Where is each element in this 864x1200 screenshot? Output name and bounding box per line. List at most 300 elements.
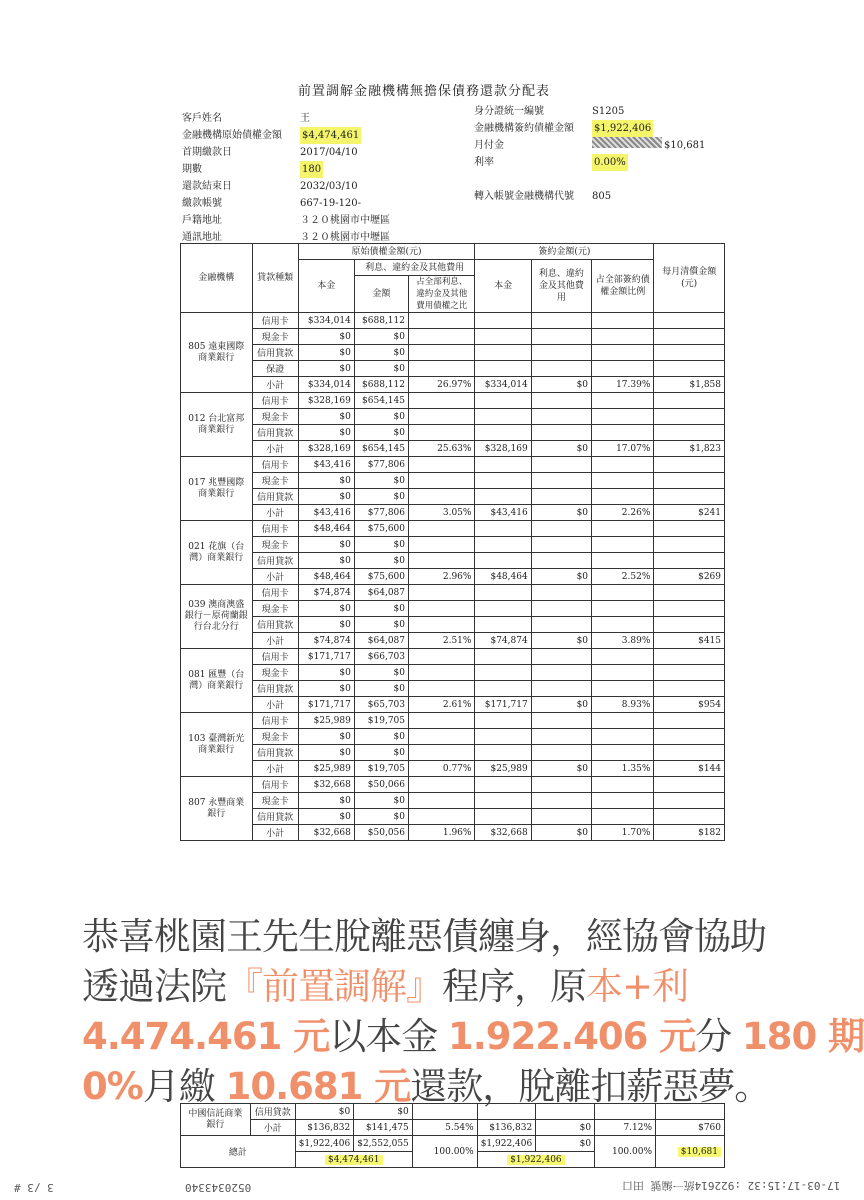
- banner-amount: 0%: [82, 1065, 143, 1108]
- loan-type: 現金卡: [252, 793, 298, 809]
- loan-type: 信用貸款: [252, 425, 298, 441]
- cell: [531, 313, 591, 329]
- cell: [654, 361, 725, 377]
- cell: $0: [531, 569, 591, 585]
- cell: [475, 393, 531, 409]
- cell: 1.35%: [592, 761, 654, 777]
- cell: $0: [298, 553, 354, 569]
- cell: $0: [298, 425, 354, 441]
- loan-type: 現金卡: [252, 409, 298, 425]
- cell: $415: [654, 633, 725, 649]
- cell: [475, 361, 531, 377]
- cell: 3.89%: [592, 633, 654, 649]
- cell: $688,112: [354, 313, 408, 329]
- table-row: [181, 553, 725, 569]
- banner-text: 月繳: [142, 1065, 226, 1108]
- cell: [409, 713, 475, 729]
- cell: $0: [298, 473, 354, 489]
- bank-name: 805 遠東國際商業銀行: [181, 313, 253, 393]
- cell: $688,112: [354, 377, 408, 393]
- banner-text: 透過法院: [82, 965, 226, 1008]
- cell: $77,806: [354, 457, 408, 473]
- cell: [475, 409, 531, 425]
- footer-fax: [622, 1178, 840, 1194]
- bank-name: 103 臺灣新光商業銀行: [181, 713, 253, 777]
- subtotal-row: [181, 505, 725, 521]
- loan-type: 信用卡: [252, 649, 298, 665]
- cell: [531, 777, 591, 793]
- cell: 5.54%: [412, 1120, 477, 1136]
- cell: 7.12%: [595, 1120, 656, 1136]
- subtotal-row: [181, 633, 725, 649]
- cell: $74,874: [475, 633, 531, 649]
- cell: 100.00%: [412, 1136, 477, 1168]
- table-row: [181, 745, 725, 761]
- banner-amount: 180 期: [741, 1015, 864, 1058]
- cell: [531, 489, 591, 505]
- debt-table-tail: [180, 1103, 725, 1168]
- subtotal-row: [181, 377, 725, 393]
- cell: [409, 393, 475, 409]
- cell: $25,989: [298, 761, 354, 777]
- cell: $0: [354, 745, 408, 761]
- cell: [475, 601, 531, 617]
- cell: $0: [531, 697, 591, 713]
- cell: [654, 585, 725, 601]
- banner-text: 以本金: [329, 1015, 448, 1058]
- cell: [412, 1104, 477, 1120]
- header-sign-interest: 利息、違約金及其他費用: [531, 260, 591, 313]
- loan-type: 信用貸款: [252, 489, 298, 505]
- info-label: 金融機構原始債權金額: [182, 130, 282, 141]
- cell: [531, 665, 591, 681]
- cell: [475, 681, 531, 697]
- cell: $0: [536, 1120, 595, 1136]
- cell: [592, 473, 654, 489]
- cell: [656, 1104, 725, 1120]
- banner-text: 程序，原: [442, 965, 586, 1008]
- cell: [409, 409, 475, 425]
- cell: [409, 457, 475, 473]
- loan-type: 信用卡: [252, 457, 298, 473]
- info-value: 667-19-120-: [300, 198, 362, 209]
- cell: [592, 617, 654, 633]
- info-row: [182, 178, 390, 195]
- loan-type: 信用卡: [252, 585, 298, 601]
- cell: 小計: [252, 505, 298, 521]
- header-interest-group: 利息、違約金及其他費用: [354, 260, 475, 276]
- cell: 0.77%: [409, 761, 475, 777]
- cell: [592, 793, 654, 809]
- cell: [475, 313, 531, 329]
- table-row: [181, 665, 725, 681]
- cell: $43,416: [298, 457, 354, 473]
- banner-amount: 4.474.461 元: [82, 1015, 330, 1058]
- cell: $0: [354, 665, 408, 681]
- loan-type: 現金卡: [252, 665, 298, 681]
- client-info-left: [182, 110, 390, 246]
- header-monthly-payment: 每月清償金額(元): [654, 244, 725, 313]
- bank-name: 012 台北富邦商業銀行: [181, 393, 253, 457]
- subtotal-row: [181, 697, 725, 713]
- cell: [656, 1136, 725, 1168]
- info-value: 0.00%: [592, 154, 628, 171]
- cell: [654, 329, 725, 345]
- cell: [475, 521, 531, 537]
- loan-type: 現金卡: [252, 473, 298, 489]
- cell: [592, 713, 654, 729]
- table-row: [181, 601, 725, 617]
- cell: $136,832: [477, 1120, 536, 1136]
- cell: [531, 345, 591, 361]
- cell: 17.07%: [592, 441, 654, 457]
- cell: [409, 361, 475, 377]
- cell: [654, 793, 725, 809]
- cell: $0: [354, 409, 408, 425]
- cell: [531, 745, 591, 761]
- footer-text: 3 /3 #: [14, 1181, 54, 1194]
- cell: 小計: [252, 761, 298, 777]
- table-row: [181, 473, 725, 489]
- cell: [592, 537, 654, 553]
- cell: [592, 329, 654, 345]
- cell: $19,705: [354, 761, 408, 777]
- footer-text: 0520343340: [185, 1181, 252, 1194]
- bank-name: 081 匯豐（台灣）商業銀行: [181, 649, 253, 713]
- cell: [409, 649, 475, 665]
- table-row: [181, 809, 725, 825]
- cell: [409, 553, 475, 569]
- cell: $0: [354, 617, 408, 633]
- cell: [654, 473, 725, 489]
- cell: $0: [295, 1104, 354, 1120]
- cell: $328,169: [475, 441, 531, 457]
- banner-amount: 10.681 元: [225, 1065, 411, 1108]
- cell: $0: [354, 1104, 413, 1120]
- subtotal-row: [181, 761, 725, 777]
- cell: [475, 537, 531, 553]
- cell: $0: [298, 537, 354, 553]
- cell: [531, 729, 591, 745]
- cell: [531, 521, 591, 537]
- cell: $48,464: [298, 521, 354, 537]
- table-row: [181, 537, 725, 553]
- loan-type: 保證: [252, 361, 298, 377]
- cell: $0: [298, 809, 354, 825]
- cell: [592, 553, 654, 569]
- cell: $0: [298, 745, 354, 761]
- cell: $1,922,406: [295, 1136, 354, 1152]
- cell: [531, 793, 591, 809]
- cell: $77,806: [354, 505, 408, 521]
- loan-type: 信用卡: [252, 777, 298, 793]
- cell: 8.93%: [592, 697, 654, 713]
- cell: $334,014: [298, 313, 354, 329]
- info-row: [182, 127, 390, 144]
- cell: [295, 1152, 412, 1168]
- cell: $0: [531, 633, 591, 649]
- cell: [531, 361, 591, 377]
- cell: $43,416: [298, 505, 354, 521]
- cell: [595, 1104, 656, 1120]
- cell: [654, 617, 725, 633]
- cell: [475, 777, 531, 793]
- cell: $171,717: [298, 697, 354, 713]
- info-value: $4,474,461: [300, 127, 361, 144]
- bank-name: 017 兆豐國際商業銀行: [181, 457, 253, 521]
- cell: [475, 617, 531, 633]
- total-signed: $1,922,406: [507, 1155, 565, 1165]
- cell: $0: [354, 601, 408, 617]
- table-row: [181, 777, 725, 793]
- cell: [475, 345, 531, 361]
- cell: $0: [354, 729, 408, 745]
- loan-type: 信用貸款: [252, 553, 298, 569]
- cell: [654, 777, 725, 793]
- info-label: 通訊地址: [182, 232, 222, 243]
- cell: [592, 729, 654, 745]
- cell: 小計: [252, 697, 298, 713]
- cell: $2,552,055: [354, 1136, 413, 1152]
- cell: $65,703: [354, 697, 408, 713]
- cell: 26.97%: [409, 377, 475, 393]
- cell: [477, 1152, 594, 1168]
- cell: $0: [298, 793, 354, 809]
- loan-type: 信用貸款: [252, 745, 298, 761]
- cell: $144: [654, 761, 725, 777]
- cell: $0: [354, 329, 408, 345]
- info-value: 2017/04/10: [300, 147, 358, 158]
- loan-type: 信用卡: [252, 521, 298, 537]
- cell: $64,087: [354, 633, 408, 649]
- bank-name: 807 永豐商業銀行: [181, 777, 253, 841]
- cell: $1,858: [654, 377, 725, 393]
- table-row: [181, 409, 725, 425]
- table-row: [181, 361, 725, 377]
- cell: [654, 313, 725, 329]
- info-value: 180: [300, 161, 323, 178]
- cell: $328,169: [298, 393, 354, 409]
- cell: $0: [298, 617, 354, 633]
- cell: $0: [531, 825, 591, 841]
- cell: $0: [298, 601, 354, 617]
- table-row: [181, 425, 725, 441]
- loan-type: 信用貸款: [252, 617, 298, 633]
- cell: $74,874: [298, 633, 354, 649]
- table-row: [181, 393, 725, 409]
- cell: [592, 361, 654, 377]
- cell: [654, 713, 725, 729]
- cell: [531, 473, 591, 489]
- cell: [592, 425, 654, 441]
- table-row: [181, 1104, 725, 1120]
- loan-type: 現金卡: [252, 537, 298, 553]
- table-row: [181, 313, 725, 329]
- cell: $0: [354, 345, 408, 361]
- client-info-right: [474, 103, 705, 205]
- cell: 2.96%: [409, 569, 475, 585]
- bank-name: 039 澳商澳盛銀行－原荷蘭銀行台北分行: [181, 585, 253, 649]
- cell: $654,145: [354, 393, 408, 409]
- banner-line-3: [82, 1006, 864, 1060]
- cell: [409, 425, 475, 441]
- cell: [592, 777, 654, 793]
- cell: $0: [354, 489, 408, 505]
- total-row: [181, 1136, 725, 1152]
- cell: [592, 313, 654, 329]
- cell: $0: [298, 729, 354, 745]
- loan-type: 信用卡: [252, 393, 298, 409]
- total-original: $4,474,461: [325, 1155, 383, 1165]
- banner-highlight: 本+利: [586, 965, 689, 1008]
- banner-amount: 1.922.406 元: [447, 1015, 696, 1058]
- cell: [592, 409, 654, 425]
- cell: [654, 553, 725, 569]
- cell: 1.96%: [409, 825, 475, 841]
- cell: [654, 393, 725, 409]
- cell: $1,823: [654, 441, 725, 457]
- table-row: [181, 729, 725, 745]
- loan-type: 現金卡: [252, 329, 298, 345]
- info-value: S1205: [592, 106, 625, 117]
- cell: $654,145: [354, 441, 408, 457]
- total-monthly: $10,681: [678, 1147, 721, 1157]
- cell: $0: [354, 793, 408, 809]
- cell: [409, 521, 475, 537]
- cell: 17.39%: [592, 377, 654, 393]
- cell: [475, 329, 531, 345]
- cell: $19,705: [354, 713, 408, 729]
- cell: [654, 409, 725, 425]
- cell: [654, 601, 725, 617]
- cell: [654, 489, 725, 505]
- banner-highlight: 『前置調解』: [226, 965, 442, 1008]
- table-row: [181, 713, 725, 729]
- loan-type: 信用卡: [252, 713, 298, 729]
- cell: $760: [656, 1120, 725, 1136]
- cell: [475, 553, 531, 569]
- cell: [531, 537, 591, 553]
- cell: [592, 665, 654, 681]
- cell: $0: [354, 553, 408, 569]
- cell: [592, 393, 654, 409]
- cell: [654, 649, 725, 665]
- cell: $0: [354, 425, 408, 441]
- cell: [531, 649, 591, 665]
- cell: $25,989: [298, 713, 354, 729]
- loan-type: 現金卡: [252, 601, 298, 617]
- cell: $0: [531, 377, 591, 393]
- cell: [531, 409, 591, 425]
- table-row: [181, 457, 725, 473]
- cell: $75,600: [354, 521, 408, 537]
- cell: $43,416: [475, 505, 531, 521]
- cell: [531, 713, 591, 729]
- cell: $0: [298, 489, 354, 505]
- cell: $334,014: [298, 377, 354, 393]
- cell: [592, 745, 654, 761]
- banner-text: 分: [695, 1015, 742, 1058]
- cell: $0: [298, 345, 354, 361]
- cell: [475, 473, 531, 489]
- cell: [654, 537, 725, 553]
- header-bank: 金融機構: [181, 244, 253, 313]
- cell: $0: [354, 537, 408, 553]
- info-value: 805: [592, 191, 612, 202]
- table-row: [181, 649, 725, 665]
- cell: [409, 809, 475, 825]
- cell: $0: [298, 665, 354, 681]
- info-row: [182, 195, 390, 212]
- info-label: 身分證統一編號: [474, 106, 544, 117]
- cell: [654, 345, 725, 361]
- bank-name: 021 花旗（台灣）商業銀行: [181, 521, 253, 585]
- loan-type: 信用貸款: [252, 809, 298, 825]
- table-row: [181, 617, 725, 633]
- subtotal-row: [181, 1120, 725, 1136]
- cell: [409, 729, 475, 745]
- cell: $0: [536, 1136, 595, 1152]
- info-label: 轉入帳號金融機構代號: [474, 191, 574, 202]
- cell: $954: [654, 697, 725, 713]
- cell: [536, 1104, 595, 1120]
- info-row: [182, 161, 390, 178]
- cell: [409, 665, 475, 681]
- loan-type: 信用貸款: [252, 681, 298, 697]
- banner-text: 還款，脫離扣薪惡夢。: [410, 1065, 771, 1108]
- info-label: 戶籍地址: [182, 215, 222, 226]
- cell: [592, 649, 654, 665]
- cell: 2.52%: [592, 569, 654, 585]
- cell: $0: [531, 505, 591, 521]
- info-row: [474, 137, 705, 154]
- cell: [475, 713, 531, 729]
- cell: [654, 729, 725, 745]
- cell: [409, 329, 475, 345]
- cell: $334,014: [475, 377, 531, 393]
- cell: 25.63%: [409, 441, 475, 457]
- cell: $0: [531, 761, 591, 777]
- cell: $48,464: [298, 569, 354, 585]
- info-row: [182, 110, 390, 127]
- info-label: 還款結束日: [182, 181, 232, 192]
- cell: $74,874: [298, 585, 354, 601]
- cell: $66,703: [354, 649, 408, 665]
- cell: $50,066: [354, 777, 408, 793]
- info-row: [182, 212, 390, 229]
- cell: $0: [298, 361, 354, 377]
- info-label: [474, 171, 592, 188]
- cell: [654, 665, 725, 681]
- cell: [531, 681, 591, 697]
- cell: $141,475: [354, 1120, 413, 1136]
- cell: [592, 585, 654, 601]
- cell: [592, 345, 654, 361]
- loan-type: 信用貸款: [252, 345, 298, 361]
- info-label: 期數: [182, 164, 202, 175]
- info-label: 金融機構簽約債權金額: [474, 123, 574, 134]
- footer-page: [14, 1181, 54, 1194]
- cell: $32,668: [298, 825, 354, 841]
- cell: [531, 809, 591, 825]
- cell: [531, 457, 591, 473]
- cell: 小計: [252, 377, 298, 393]
- cell: $0: [298, 409, 354, 425]
- cell: [475, 649, 531, 665]
- cell: [531, 601, 591, 617]
- cell: [409, 585, 475, 601]
- banner-line-2: [82, 956, 688, 1010]
